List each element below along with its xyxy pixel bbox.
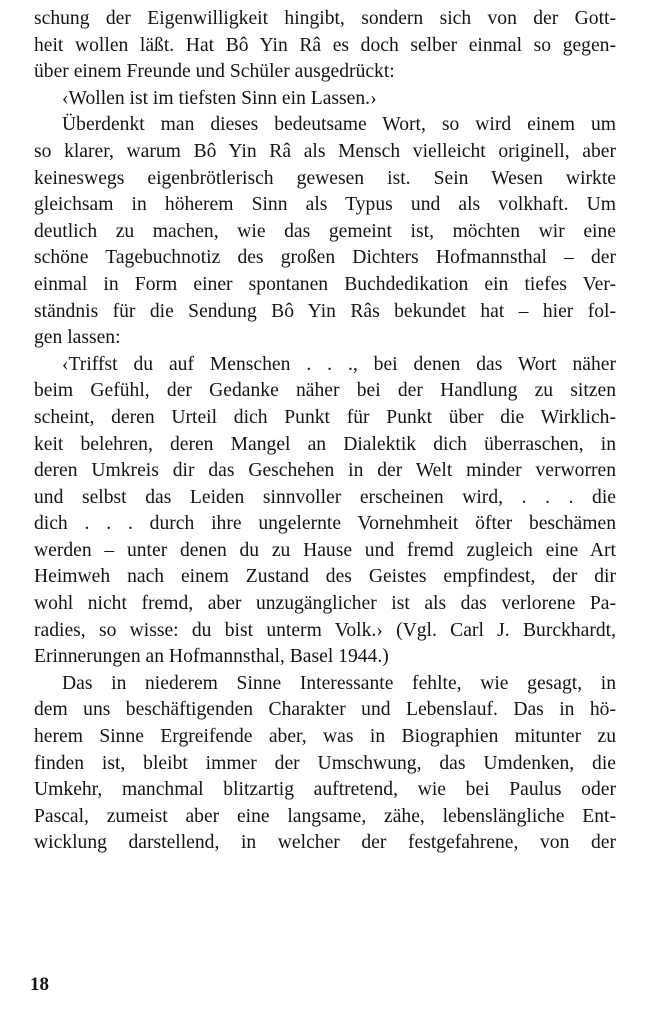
text-line: Heimweh nach einem Zustand des Geistes empfindest, der dir [34,566,616,588]
text-line: scheint, deren Urteil dich Punkt für Punkt über die Wirklich- [34,406,616,428]
text-line: schöne Tagebuchnotiz des großen Dichters Hofmannsthal – der [34,247,616,269]
text-line: deutlich zu machen, wie das gemeint ist, möchten wir eine [34,220,616,242]
text-line: keineswegs eigenbrötlerisch gewesen ist. Sein Wesen wirkte [34,167,616,189]
text-line: so klarer, warum Bô Yin Râ als Mensch vielleicht originell, aber [34,140,616,162]
text-line: heit wollen läßt. Hat Bô Yin Râ es doch selber einmal so gegen- [34,34,616,56]
text-line: ‹Wollen ist im tiefsten Sinn ein Lassen.› [62,87,377,109]
text-line: ständnis für die Sendung Bô Yin Râs bekundet hat – hier fol- [34,300,616,322]
text-line: deren Umkreis dir das Geschehen in der Welt minder verworren [34,460,616,482]
text-line: gen lassen: [34,327,121,349]
text-line: Pascal, zumeist aber eine langsame, zähe, lebenslängliche Ent- [34,805,616,827]
text-line: Umkehr, manchmal blitzartig auftretend, wie bei Paulus oder [34,779,616,801]
text-line: über einem Freunde und Schüler ausgedrückt: [34,61,395,83]
text-line: finden ist, bleibt immer der Umschwung, das Umdenken, die [34,752,616,774]
text-line: dem uns beschäftigenden Charakter und Lebenslauf. Das in hö- [34,699,616,721]
text-line: einmal in Form einer spontanen Buchdedikation ein tiefes Ver- [34,273,616,295]
page-number: 18 [30,974,49,995]
text-line: und selbst das Leiden sinnvoller erscheinen wird, . . . die [34,486,616,508]
text-line: schung der Eigenwilligkeit hingibt, sondern sich von der Gott- [34,8,616,29]
text-line: ‹Triffst du auf Menschen . . ., bei denen das Wort näher [62,353,616,375]
text-line: wicklung darstellend, in welcher der festgefahrene, von der [34,832,616,854]
text-line: beim Gefühl, der Gedanke näher bei der Handlung zu sitzen [34,380,616,402]
text-line: radies, so wisse: du bist unterm Volk.› (Vgl. Carl J. Burckhardt, [34,619,616,641]
text-line: Das in niederem Sinne Interessante fehlte, wie gesagt, in [62,672,616,694]
text-line: herem Sinne Ergreifende aber, was in Biographien mitunter zu [34,726,616,748]
text-line: werden – unter denen du zu Hause und fremd zugleich eine Art [34,539,616,561]
text-line: keit belehren, deren Mangel an Dialektik dich überraschen, in [34,433,616,455]
text-line: Überdenkt man dieses bedeutsame Wort, so wird einem um [62,114,616,136]
text-line: gleichsam in höherem Sinn als Typus und als volkhaft. Um [34,194,616,216]
text-line: dich . . . durch ihre ungelernte Vornehmheit öfter beschämen [34,513,616,535]
text-line: wohl nicht fremd, aber unzugänglicher ist als das verlorene Pa- [34,593,616,615]
text-line: Erinnerungen an Hofmannsthal, Basel 1944.) [34,646,389,668]
body-text [34,6,616,857]
